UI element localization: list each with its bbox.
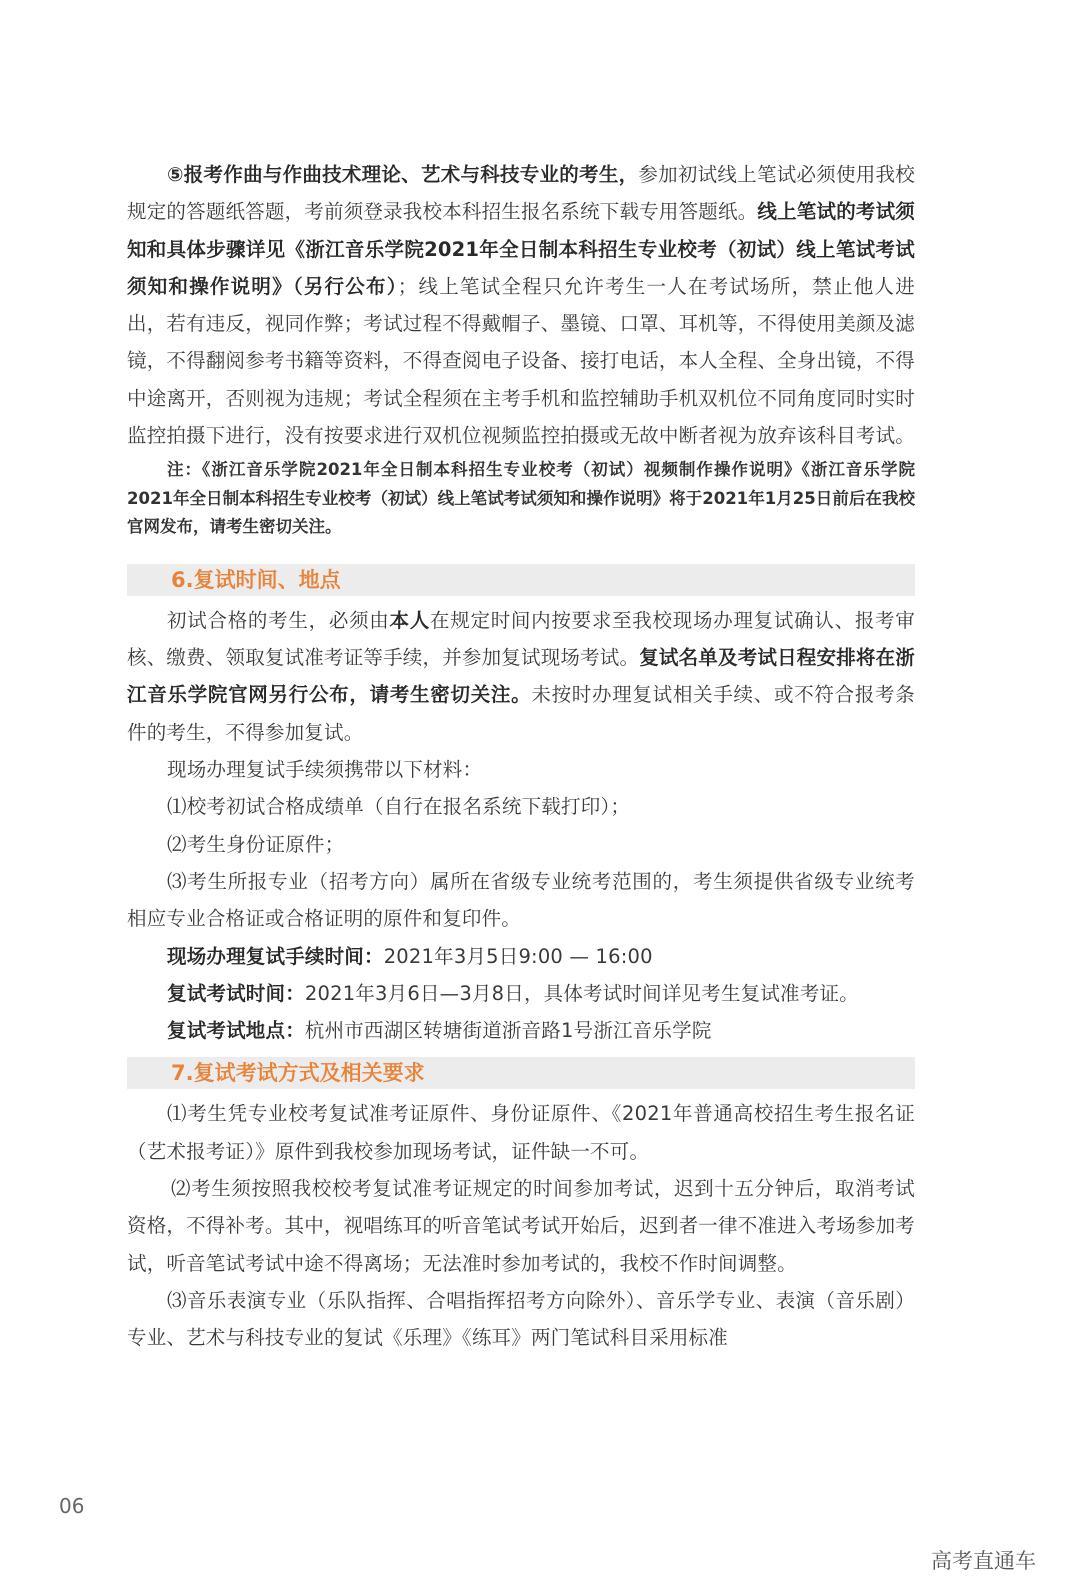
s6-p1-c: 未按时办理复试相关手续、或不符合报考条件的考生，不得参加复试。 <box>127 683 915 744</box>
procedure-time <box>127 938 915 975</box>
watermark-text: 高考直通车 <box>931 1549 1036 1573</box>
section-7-paragraph-3: ⑶音乐表演专业（乐队指挥、合唱指挥招考方向除外）、音乐学专业、表演（音乐剧）专业、艺术与科技专业的复试《乐理》《练耳》两门笔试科目采用标准 <box>127 1288 915 1350</box>
note-paragraph: 注：《浙江音乐学院2021年全日制本科招生专业校考（初试）视频制作操作说明》《浙江音乐学院2021年全日制本科招生专业校考（初试）线上笔试考试须知和操作说明》将于2021年1月25日前后在我校官网发布，请考生密切关注。 <box>127 460 915 537</box>
s6-p1-b: 在规定时间内按要求至我校现场办理复试确认、报考审核、缴费、领取复试准考证等手续，并参加复试现场考试。 <box>127 608 915 670</box>
exam-place <box>127 1012 915 1049</box>
exam-time <box>127 975 915 1012</box>
procedure-time-label: 现场办理复试手续时间： <box>167 944 384 968</box>
s6-p1-bold-a: 本人 <box>389 608 430 632</box>
section-7-paragraph-1: ⑴考生凭专业校考复试准考证原件、身份证原件、《2021年普通高校招生考生报名证（艺术报考证）》原件到我校参加现场考试，证件缺一不可。 <box>127 1102 915 1163</box>
exam-time-value: 2021年3月6日—3月8日，具体考试时间详见考生复试准考证。 <box>304 981 859 1005</box>
exam-place-label: 复试考试地点： <box>167 1019 305 1043</box>
section-7-heading: 7.复试考试方式及相关要求 <box>127 1057 915 1089</box>
item5-text1: 参加初试线上笔试必须使用我校规定的答题纸答题，考前须登录我校本科招生报名系统下载专用答题纸。 <box>127 163 915 224</box>
section-6-paragraph-1 <box>127 602 915 751</box>
item5-lead: ⑤报考作曲与作曲技术理论、艺术与科技专业的考生， <box>167 163 639 186</box>
material-item-3: ⑶考生所报专业（招考方向）属所在省级专业统考范围的，考生须提供省级专业统考相应专业合格证或合格证明的原件和复印件。 <box>127 869 915 931</box>
exam-time-label: 复试考试时间： <box>167 981 305 1005</box>
procedure-time-value: 2021年3月5日9:00 — 16:00 <box>383 944 653 968</box>
material-item-2: ⑵考生身份证原件； <box>167 832 345 856</box>
item5-bold2: 线上笔试的考试须知和具体步骤详见《浙江音乐学院2021年全日制本科招生专业校考（初试）线上笔试考试须知和操作说明》（另行公布） <box>127 200 916 298</box>
page-content <box>127 156 915 1357</box>
s6-p1-bold-b: 复试名单及考试日程安排将在浙江音乐学院官网另行公布，请考生密切关注。 <box>127 646 916 707</box>
materials-intro: 现场办理复试手续须携带以下材料： <box>167 758 483 782</box>
section-6-heading: 6.复试时间、地点 <box>127 564 915 596</box>
exam-place-value: 杭州市西湖区转塘街道浙音路1号浙江音乐学院 <box>304 1019 712 1043</box>
section-7-paragraph-2: ⑵考生须按照我校校考复试准考证规定的时间参加考试，迟到十五分钟后，取消考试资格，不得补考。其中，视唱练耳的听音笔试考试开始后，迟到者一律不准进入考场参加考试，听音笔试考试中途不得离场；无法准时参加考试的，我校不作时间调整。 <box>127 1177 916 1275</box>
item5-paragraph <box>127 156 915 454</box>
s6-p1-a: 初试合格的考生，必须由 <box>167 608 390 632</box>
page-number: 06 <box>59 1494 85 1518</box>
material-item-1: ⑴校考初试合格成绩单（自行在报名系统下载打印）； <box>167 795 631 819</box>
item5-text3: ；线上笔试全程只允许考生一人在考试场所，禁止他人进出，若有违反，视同作弊；考试过程不得戴帽子、墨镜、口罩、耳机等，不得使用美颜及滤镜，不得翻阅参考书籍等资料，不得查阅电子设备、接打电话，本人全程、全身出镜，不得中途离开，否则视为违规；考试全程须在主考手机和监控辅助手机双机位不同角度同时实时监控拍摄下进行，没有按要求进行双机位视频监控拍摄或无故中断者视为放弃该科目考试。 <box>127 274 916 448</box>
